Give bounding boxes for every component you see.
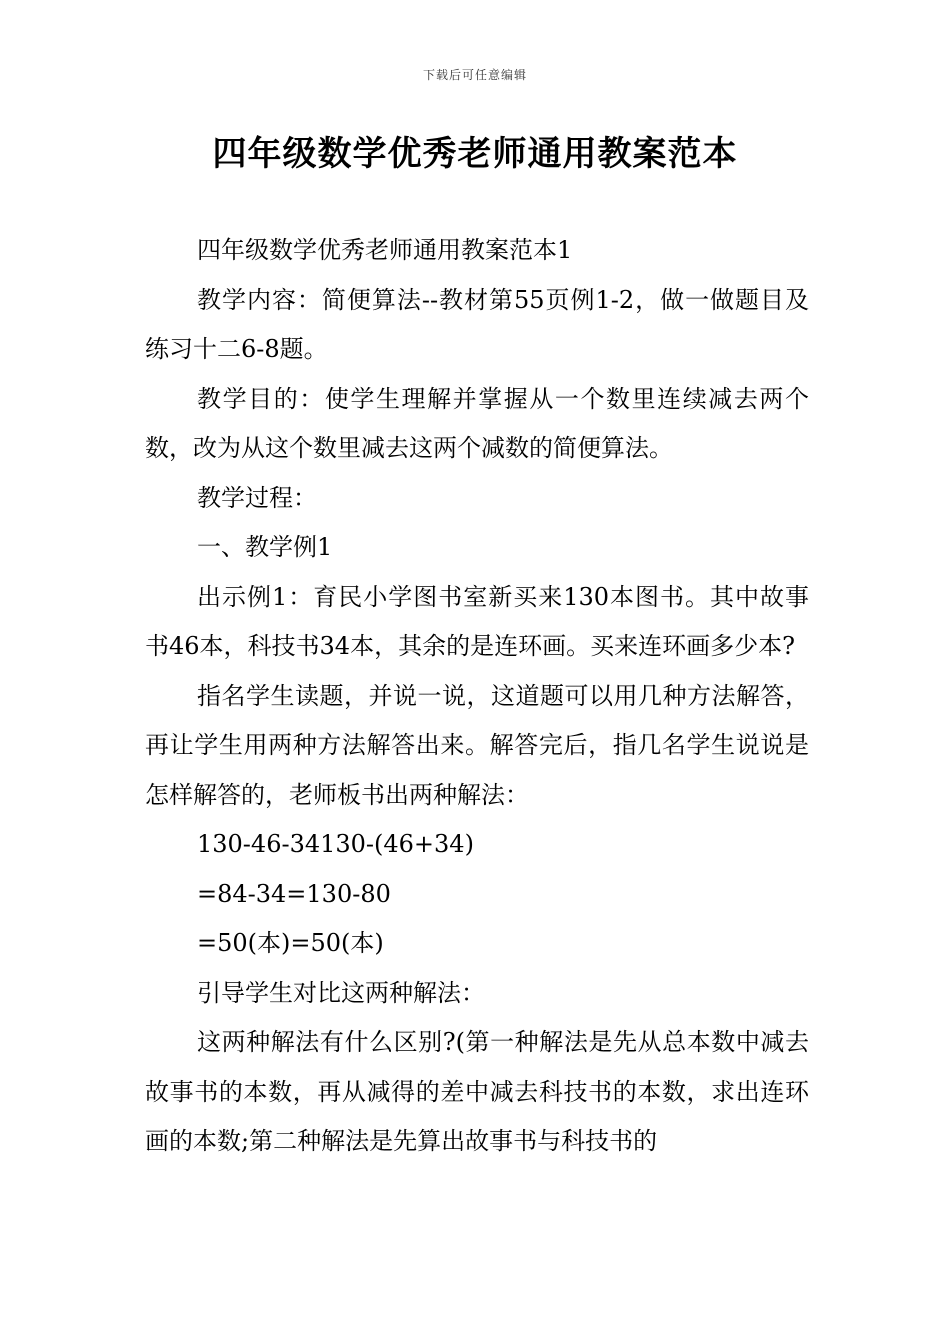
equation-line: =84-34=130-80: [197, 879, 391, 908]
paragraph-objective: 教学目的：使学生理解并掌握从一个数里连续减去两个数，改为从这个数里减去这两个减数的简便算法。: [145, 384, 809, 462]
paragraph-compare: 引导学生对比这两种解法：: [197, 978, 485, 1007]
paragraph-process-heading: 教学过程：: [197, 483, 317, 512]
equation-line: 130-46-34130-(46+34): [197, 830, 474, 858]
paragraph-example: 出示例1：育民小学图书室新买来130本图书。其中故事书46本，科技书34本，其余的是连环画。买来连环画多少本?: [145, 582, 809, 660]
header-note: 下载后可任意编辑: [422, 68, 527, 82]
paragraph-discussion: 这两种解法有什么区别?(第一种解法是先从总本数中减去故事书的本数，再从减得的差中减去科技书的本数，求出连环画的本数;第二种解法是先算出故事书与科技书的: [145, 1028, 809, 1155]
document-body: [145, 226, 809, 1167]
equation-line: =50(本)=50(本): [197, 929, 384, 957]
paragraph-subtitle: 四年级数学优秀老师通用教案范本1: [197, 236, 573, 264]
paragraph-section-heading: 一、教学例1: [197, 533, 333, 561]
paragraph-instruction: 指名学生读题，并说一说，这道题可以用几种方法解答，再让学生用两种方法解答出来。解答完后，指几名学生说说是怎样解答的，老师板书出两种解法：: [145, 681, 809, 809]
document-title: 四年级数学优秀老师通用教案范本: [212, 134, 738, 174]
paragraph-content: 教学内容：简便算法--教材第55页例1-2，做一做题目及练习十二6-8题。: [145, 285, 809, 363]
